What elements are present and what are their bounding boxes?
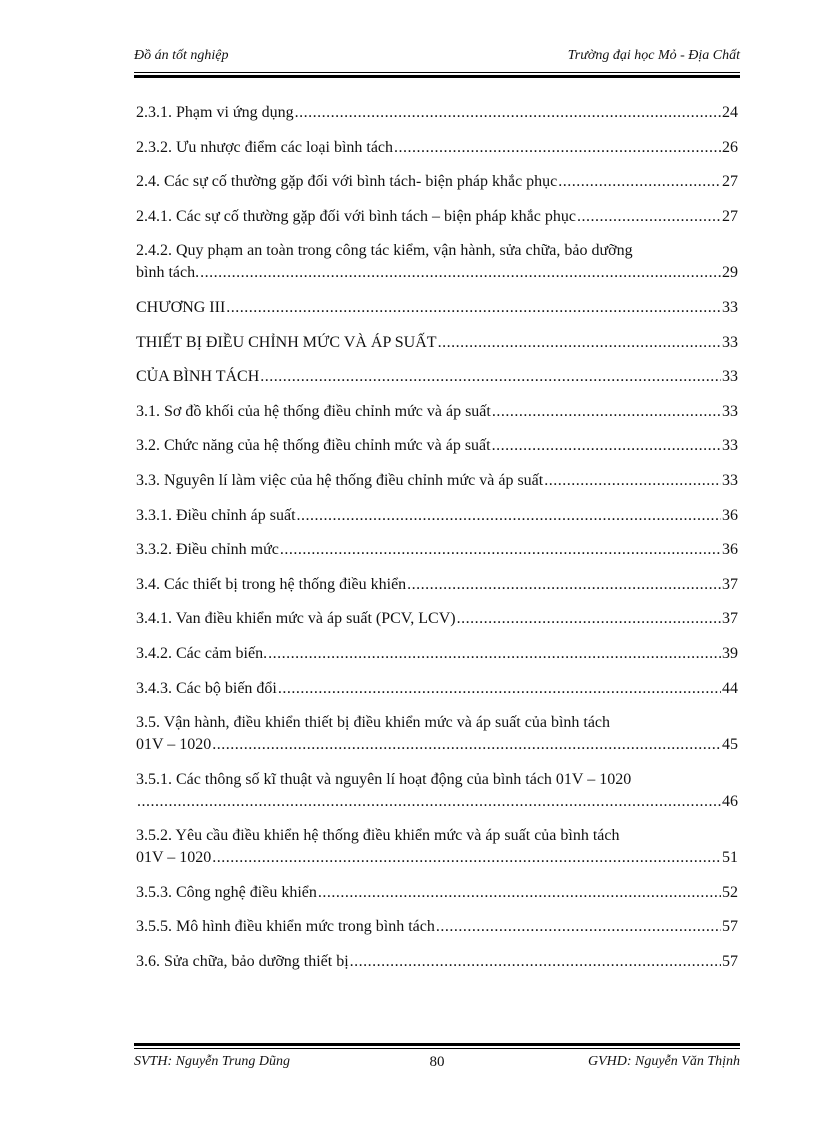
header-rule-thin bbox=[134, 72, 740, 73]
dot-leader bbox=[268, 644, 721, 664]
toc-entry-page: 57 bbox=[722, 953, 738, 971]
dot-leader bbox=[407, 575, 721, 595]
toc-entry-title: 3.5.5. Mô hình điều khiển mức trong bình tách bbox=[136, 918, 435, 936]
toc-entry bbox=[136, 770, 738, 812]
toc-entry bbox=[136, 575, 738, 595]
toc-entry-page: 33 bbox=[722, 437, 738, 455]
dot-leader bbox=[295, 103, 721, 123]
toc-entry-page: 37 bbox=[722, 575, 738, 593]
toc-entry bbox=[136, 298, 738, 318]
toc-entry-title: 3.3.2. Điều chỉnh mức bbox=[136, 541, 279, 559]
toc-entry-page: 51 bbox=[722, 849, 738, 867]
toc-entry-title: THIẾT BỊ ĐIỀU CHỈNH MỨC VÀ ÁP SUẤT bbox=[136, 333, 437, 351]
toc-entry-page: 36 bbox=[722, 506, 738, 524]
toc-entry-page: 44 bbox=[722, 679, 738, 697]
header-rule-thick bbox=[134, 75, 740, 78]
toc-entry-title: 3.5.2. Yêu cầu điều khiển hệ thống điều khiển mức và áp suất của bình tách bbox=[136, 827, 620, 845]
toc-entry-page: 57 bbox=[722, 918, 738, 936]
dot-leader bbox=[280, 540, 721, 560]
header-left-text: Đồ án tốt nghiệp bbox=[134, 48, 229, 63]
toc-entry-title: 3.4.3. Các bộ biến đổi bbox=[136, 679, 277, 697]
toc-entry-page: 33 bbox=[722, 298, 738, 316]
toc-entry-title: 2.3.1. Phạm vi ứng dụng bbox=[136, 104, 294, 121]
page-header bbox=[134, 48, 740, 64]
toc-entry-page: 29 bbox=[722, 264, 738, 282]
dot-leader bbox=[438, 333, 721, 353]
toc-entry-title: 3.1. Sơ đồ khối của hệ thống điều chỉnh mức và áp suất bbox=[136, 402, 491, 420]
dot-leader bbox=[577, 207, 721, 227]
toc-entry bbox=[136, 713, 738, 755]
toc-entry-title: 3.4.2. Các cảm biến. bbox=[136, 644, 268, 662]
toc-entry bbox=[136, 207, 738, 227]
toc-entry-title: 3.5. Vận hành, điều khiển thiết bị điều khiển mức và áp suất của bình tách bbox=[136, 714, 611, 732]
toc-entry-page: 46 bbox=[722, 792, 738, 810]
toc-entry bbox=[136, 241, 738, 283]
toc-entry bbox=[136, 952, 738, 972]
dot-leader bbox=[492, 402, 721, 422]
toc-entry-title: CỦA BÌNH TÁCH bbox=[136, 368, 260, 386]
dot-leader bbox=[200, 263, 721, 283]
toc-entry-title: 3.4.1. Van điều khiển mức và áp suất (PCV, LCV) bbox=[136, 610, 456, 628]
dot-leader bbox=[350, 952, 721, 972]
toc-entry-page: 33 bbox=[722, 333, 738, 351]
toc-entry-page: 52 bbox=[722, 883, 738, 901]
toc-entry-page: 24 bbox=[722, 104, 738, 121]
toc-entry-title: 3.5.3. Công nghệ điều khiển bbox=[136, 883, 317, 901]
toc-entry-title: 3.3.1. Điều chỉnh áp suất bbox=[136, 506, 296, 524]
toc-entry-title: 2.4.1. Các sự cố thường gặp đối với bình tách – biện pháp khắc phục bbox=[136, 207, 576, 225]
toc-entry bbox=[136, 138, 738, 158]
dot-leader bbox=[212, 848, 721, 868]
toc-entry-title: 3.6. Sửa chữa, bảo dưỡng thiết bị bbox=[136, 953, 349, 971]
toc-entry-page: 45 bbox=[722, 736, 738, 754]
toc-entry bbox=[136, 826, 738, 868]
page-number: 80 bbox=[429, 1054, 445, 1070]
dot-leader bbox=[558, 172, 721, 192]
toc-entry-title-continued: 01V – 1020 bbox=[136, 849, 212, 867]
toc-entry-page: 27 bbox=[722, 207, 738, 225]
toc-entry bbox=[136, 506, 738, 526]
table-of-contents bbox=[136, 103, 738, 987]
dot-leader bbox=[260, 367, 721, 387]
toc-entry-page: 36 bbox=[722, 541, 738, 559]
toc-entry-title: 3.3. Nguyên lí làm việc của hệ thống điều chỉnh mức và áp suất bbox=[136, 471, 544, 489]
toc-entry-title: 2.3.2. Ưu nhược điểm các loại bình tách bbox=[136, 138, 394, 156]
toc-entry-page: 33 bbox=[722, 471, 738, 489]
toc-entry bbox=[136, 471, 738, 491]
toc-entry bbox=[136, 436, 738, 456]
toc-entry-title: 3.4. Các thiết bị trong hệ thống điều khiển bbox=[136, 575, 407, 593]
toc-entry-title: CHƯƠNG III bbox=[136, 298, 226, 316]
dot-leader bbox=[278, 679, 721, 699]
dot-leader bbox=[297, 506, 721, 526]
toc-entry bbox=[136, 367, 738, 387]
dot-leader bbox=[457, 609, 721, 629]
toc-entry-page: 33 bbox=[722, 402, 738, 420]
toc-entry-title: 3.2. Chức năng của hệ thống điều chỉnh mức và áp suất bbox=[136, 437, 491, 455]
toc-entry bbox=[136, 172, 738, 192]
dot-leader bbox=[137, 792, 721, 812]
toc-entry-title-continued: bình tách. bbox=[136, 264, 200, 282]
dot-leader bbox=[436, 917, 721, 937]
toc-entry-title: 2.4.2. Quy phạm an toàn trong công tác kiểm, vận hành, sửa chữa, bảo dưỡng bbox=[136, 242, 633, 260]
toc-entry-page: 26 bbox=[722, 138, 738, 156]
toc-entry bbox=[136, 333, 738, 353]
toc-entry-page: 39 bbox=[722, 644, 738, 662]
toc-entry bbox=[136, 609, 738, 629]
toc-entry bbox=[136, 103, 738, 123]
page-footer bbox=[134, 1054, 740, 1070]
dot-leader bbox=[492, 436, 721, 456]
toc-entry-title-continued: 01V – 1020 bbox=[136, 736, 212, 754]
toc-entry bbox=[136, 917, 738, 937]
toc-entry-page: 27 bbox=[722, 173, 738, 191]
footer-student: SVTH: Nguyễn Trung Dũng bbox=[134, 1054, 290, 1069]
toc-entry-title: 2.4. Các sự cố thường gặp đối với bình tách- biện pháp khắc phục bbox=[136, 173, 558, 191]
toc-entry bbox=[136, 883, 738, 903]
toc-entry bbox=[136, 679, 738, 699]
header-right-text: Trường đại học Mỏ - Địa Chất bbox=[567, 48, 740, 63]
toc-entry-page: 33 bbox=[722, 368, 738, 386]
footer-rule-thin bbox=[134, 1048, 740, 1049]
dot-leader bbox=[226, 298, 721, 318]
dot-leader bbox=[318, 883, 721, 903]
footer-rule-thick bbox=[134, 1043, 740, 1046]
footer-advisor: GVHD: Nguyễn Văn Thịnh bbox=[587, 1054, 740, 1069]
dot-leader bbox=[212, 735, 721, 755]
dot-leader bbox=[394, 138, 721, 158]
dot-leader bbox=[544, 471, 721, 491]
toc-entry bbox=[136, 644, 738, 664]
toc-entry bbox=[136, 540, 738, 560]
toc-entry bbox=[136, 402, 738, 422]
toc-entry-page: 37 bbox=[722, 610, 738, 628]
toc-entry-title: 3.5.1. Các thông số kĩ thuật và nguyên lí hoạt động của bình tách 01V – 1020 bbox=[136, 770, 632, 788]
